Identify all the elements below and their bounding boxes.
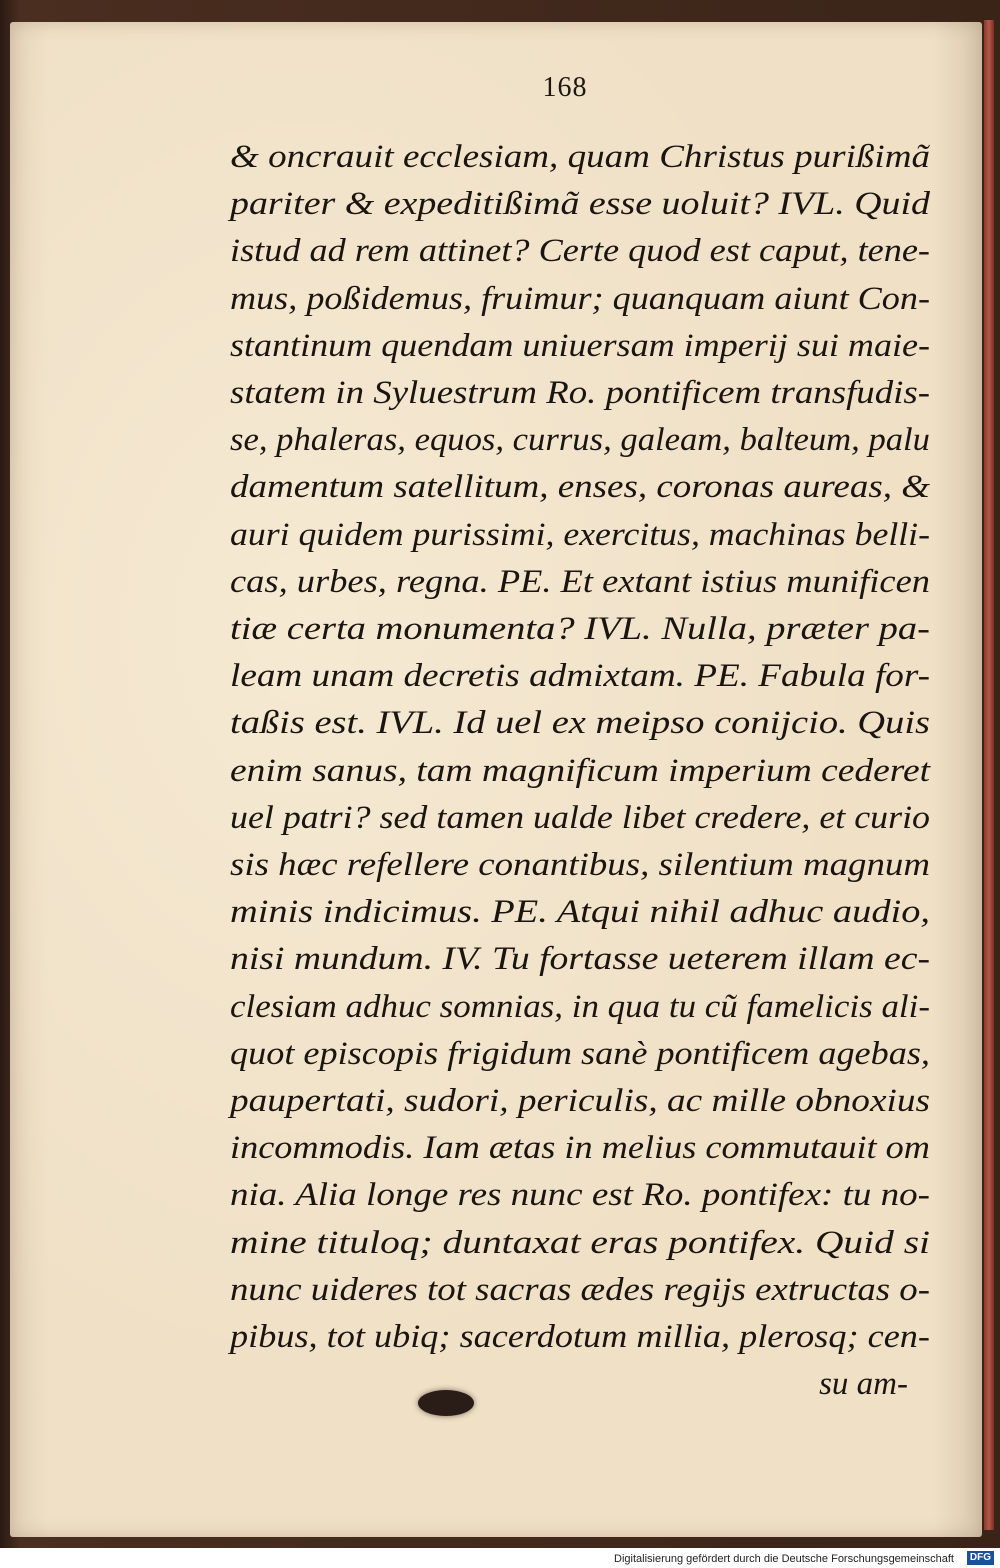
page-number: 168 [542, 72, 588, 103]
text-line: istud ad rem attinet? Certe quod est caput, tene- [230, 233, 930, 270]
text-line: enim sanus, tam magnificum imperium cederet [230, 752, 931, 789]
body-text [230, 134, 930, 1408]
text-line: quot episcopis frigidum sanè pontificem agebas, [230, 1035, 930, 1072]
text-line: mine tituloq; duntaxat eras pontifex. Quid si [230, 1224, 930, 1261]
text-line: nisi mundum. IV. Tu fortasse ueterem illam ec- [230, 941, 930, 978]
scanned-page [10, 22, 982, 1537]
book-red-edge [984, 20, 994, 1530]
text-line: nia. Alia longe res nunc est Ro. pontifex: tu no- [230, 1177, 930, 1214]
ink-stain [418, 1390, 474, 1416]
dfg-logo: DFG [967, 1551, 994, 1565]
text-line: taßis est. IVL. Id uel ex meipso conijcio. Quis [230, 705, 930, 742]
text-line: auri quidem purissimi, exercitus, machinas belli- [230, 516, 930, 553]
text-line: & oncrauit ecclesiam, quam Christus purißimã [230, 139, 930, 175]
text-line: minis indicimus. PE. Atqui nihil adhuc audio, [230, 894, 930, 931]
catchword: su am- [819, 1366, 908, 1403]
text-line: clesiam adhuc somnias, in qua tu cũ famelicis ali- [230, 988, 930, 1025]
text-line: tiæ certa monumenta? IVL. Nulla, præter pa- [230, 611, 930, 648]
text-line: sis hæc refellere conantibus, silentium magnum [230, 847, 930, 884]
footer-bar [0, 1548, 1000, 1568]
text-line: se, phaleras, equos, currus, galeam, balteum, palu [230, 422, 930, 459]
text-line: stantinum quendam uniuersam imperij sui maie- [230, 327, 931, 364]
text-line: pibus, tot ubiq; sacerdotum millia, plerosq; cen- [230, 1319, 930, 1356]
text-line: mus, poßidemus, fruimur; quanquam aiunt Con- [230, 280, 930, 317]
text-line: incommodis. Iam ætas in melius commutauit om [230, 1130, 930, 1167]
text-line: cas, urbes, regna. PE. Et extant istius munificen [230, 563, 930, 600]
funding-notice: Digitalisierung gefördert durch die Deutsche Forschungsgemeinschaft [614, 1553, 954, 1565]
text-line: pariter & expeditißimã esse uoluit? IVL. Quid [230, 186, 930, 223]
text-line: paupertati, sudori, periculis, ac mille obnoxius [230, 1083, 930, 1120]
text-line: leam unam decretis admixtam. PE. Fabula for- [230, 658, 930, 695]
text-line: uel patri? sed tamen ualde libet credere, et curio [230, 799, 930, 836]
text-line: damentum satellitum, enses, coronas aureas, & [230, 469, 930, 506]
text-line: statem in Syluestrum Ro. pontificem transfudis- [230, 375, 930, 412]
text-line: nunc uideres tot sacras ædes regijs extructas o- [230, 1271, 930, 1308]
